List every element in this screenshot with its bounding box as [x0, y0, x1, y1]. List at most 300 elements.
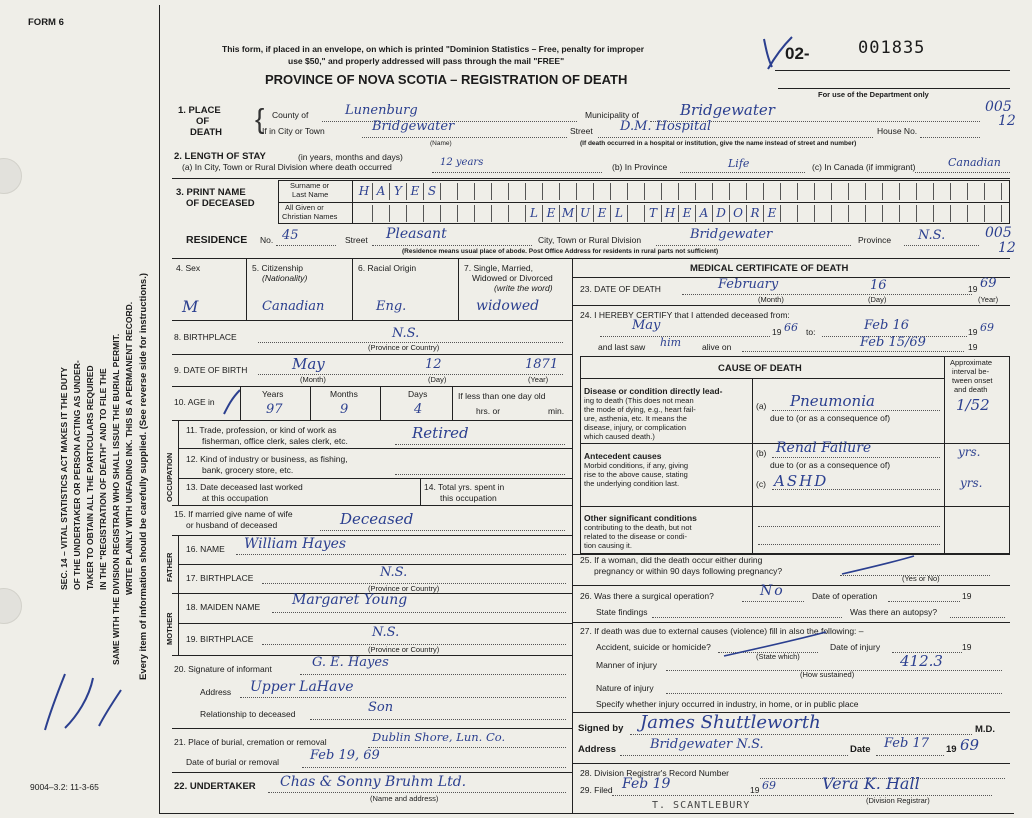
cause-a-line [772, 410, 940, 411]
given-letter-cell: E [594, 205, 611, 222]
q21-line-2 [302, 767, 566, 768]
injury-code-value: 412.3 [900, 652, 943, 670]
filed-year-prefix: 19 [750, 785, 760, 795]
dob-year-value: 1871 [525, 357, 559, 372]
signed-by-label: Signed by [578, 723, 624, 734]
place-of-death-label-2: OF [196, 116, 210, 127]
given-letter-cell: U [577, 205, 594, 222]
sep-father-mid [178, 564, 572, 565]
given-letter-cell [407, 205, 424, 222]
given-letter-cell: O [730, 205, 747, 222]
surname-letter-cell [679, 183, 696, 200]
other-label-4: tion causing it. [584, 541, 632, 550]
q12-line [395, 474, 565, 475]
approx-2: interval be- [952, 367, 990, 376]
residence-street-line [372, 245, 532, 246]
stamp-name: T. SCANTLEBURY [652, 800, 751, 811]
cause-label-divider [752, 378, 753, 554]
surname-letter-cell [441, 183, 458, 200]
burial-place-value: Dublin Shore, Lun. Co. [372, 730, 506, 744]
q20-line [300, 674, 566, 675]
mother-birthplace-value: N.S. [372, 625, 400, 640]
house-no-label: House No. [877, 126, 918, 136]
attended-to-label: to: [806, 327, 816, 337]
death-month-caption: (Month) [758, 295, 784, 304]
dob-month-caption: (Month) [300, 375, 326, 384]
form-left-border [159, 5, 160, 813]
other-label-2: contributing to the death, but not [584, 523, 692, 532]
given-letter-cell [849, 205, 866, 222]
given-letter-cell: E [679, 205, 696, 222]
surname-letter-cell [475, 183, 492, 200]
death-day-value: 16 [870, 278, 887, 293]
filed-year-value: 69 [762, 779, 776, 792]
dob-day-value: 12 [425, 357, 442, 372]
q22-label: 22. UNDERTAKER [174, 781, 256, 792]
attended-from-value: May [632, 318, 661, 333]
city-name-caption: (Name) [430, 140, 452, 147]
q29-label: 29. Filed [580, 785, 613, 795]
surname-letter-cell [713, 183, 730, 200]
date-of-operation-line [888, 601, 960, 602]
autopsy-label: Was there an autopsy? [850, 607, 938, 617]
length-of-stay-note: (in years, months and days) [298, 152, 403, 162]
hrs-label: hrs. or [476, 406, 501, 416]
medical-cert-title: MEDICAL CERTIFICATE OF DEATH [690, 263, 849, 274]
last-saw-date-value: Feb 15/69 [860, 335, 926, 350]
death-month-value: February [718, 277, 779, 292]
given-letter-cell: E [764, 205, 781, 222]
city-line [362, 137, 567, 138]
given-letter-cell [917, 205, 934, 222]
other-line-2 [758, 544, 940, 545]
surname-letter-cell [594, 183, 611, 200]
min-label: min. [548, 406, 565, 416]
surname-label-2: Last Name [292, 190, 329, 199]
surname-letter-cell [968, 183, 985, 200]
age-years-value: 97 [266, 402, 283, 417]
given-letter-cell [832, 205, 849, 222]
age-divider-1 [240, 386, 241, 420]
given-letter-cell: M [560, 205, 577, 222]
surname-letter-cell [832, 183, 849, 200]
q18-label: 18. MAIDEN NAME [186, 602, 261, 612]
initials-scribble [35, 668, 125, 738]
surname-letter-cell [883, 183, 900, 200]
how-sustained-caption: (How sustained) [800, 670, 855, 679]
municipality-label: Municipality of [585, 110, 639, 120]
state-which-caption: (State which) [756, 652, 800, 661]
city-label: If in City or Town [262, 126, 325, 136]
attended-to-prefix: 19 [968, 327, 978, 337]
spouse-value: Deceased [340, 510, 414, 528]
age-months-value: 9 [340, 402, 349, 417]
q15-label-2: or husband of deceased [186, 520, 278, 530]
stay-c-label: (c) In Canada (if immigrant) [812, 162, 916, 172]
surname-letter-cell [526, 183, 543, 200]
residence-province-line [904, 245, 979, 246]
q24-line-from [600, 336, 770, 337]
filed-value: Feb 19 [622, 776, 671, 792]
q25-label-2: pregnancy or within 90 days following pregnancy? [594, 566, 783, 576]
sep-q20 [172, 728, 572, 729]
interval-b-value: yrs. [958, 445, 981, 459]
date-of-injury-label: Date of injury [830, 642, 881, 652]
city-value: Bridgewater [372, 119, 455, 134]
code-res-b: 12 [998, 240, 1016, 256]
stay-a-value: 12 years [440, 157, 484, 168]
surname-letter-cell [645, 183, 662, 200]
due-to-1: due to (or as a consequence of) [770, 413, 891, 423]
hospital-note: (If death occurred in a hospital or institution, give the name instead of street and number) [580, 140, 857, 147]
side-instruction-1: SEC. 14 – VITAL STATISTICS ACT MAKES IT THE DUTY [59, 367, 69, 590]
injury-year-prefix: 19 [962, 642, 972, 652]
cause-b-value: Renal Failure [776, 440, 872, 456]
given-letter-cell [900, 205, 917, 222]
street-line [598, 137, 873, 138]
other-label-3: related to the disease or condi- [584, 532, 687, 541]
place-of-death-label-3: DEATH [190, 127, 223, 138]
signed-by-line [630, 734, 972, 735]
given-letter-cell [985, 205, 1002, 222]
residence-note: (Residence means usual place of abode. Post Office Address for residents in rural parts not sufficient) [402, 248, 719, 255]
undertaker-caption: (Name and address) [370, 794, 439, 803]
cause-a-value: Pneumonia [790, 392, 875, 410]
surname-letter-cell [866, 183, 883, 200]
sep-birthplace [172, 354, 572, 355]
age-days-value: 4 [414, 402, 423, 417]
accident-label: Accident, suicide or homicide? [596, 642, 711, 652]
sep-row4 [172, 320, 572, 321]
autopsy-line [950, 617, 1005, 618]
q29-line [612, 795, 992, 796]
q26-label: 26. Was there a surgical operation? [580, 591, 714, 601]
last-saw-label-2: alive on [702, 342, 732, 352]
racial-origin-value: Eng. [376, 299, 407, 314]
antecedent-label-2: Morbid conditions, if any, giving [584, 461, 689, 470]
last-saw-line [742, 351, 964, 352]
q13-label-2: at this occupation [202, 493, 269, 503]
given-letter-cell [509, 205, 526, 222]
sep-age [172, 420, 572, 421]
residence-no-value: 45 [282, 228, 299, 243]
disease-label-6: which caused death.) [584, 432, 655, 441]
q23-label: 23. DATE OF DEATH [580, 284, 661, 294]
sex-divider [246, 258, 247, 320]
q21-label-2: Date of burial or removal [186, 757, 280, 767]
occupation-label: OCCUPATION [165, 452, 174, 502]
mother-label: MOTHER [165, 612, 174, 645]
racial-origin-label: 6. Racial Origin [358, 263, 417, 273]
interval-c-value: yrs. [960, 476, 983, 490]
due-to-2: due to (or as a consequence of) [770, 460, 891, 470]
death-year-prefix: 19 [968, 284, 978, 294]
sign-date-value: Feb 17 [884, 736, 929, 751]
nationality-label: (Nationality) [262, 273, 308, 283]
signer-address-value: Bridgewater N.S. [650, 737, 764, 752]
print-name-label-1: 3. PRINT NAME [176, 187, 246, 198]
death-year-value: 69 [980, 276, 997, 291]
burial-date-value: Feb 19, 69 [310, 748, 380, 763]
surname-letter-cell [798, 183, 815, 200]
surgical-value: No [760, 583, 785, 599]
sep-q26 [572, 622, 1010, 623]
given-letter-cell [883, 205, 900, 222]
surname-letter-cell [662, 183, 679, 200]
occupation-side-border [178, 420, 179, 505]
sign-date-label: Date [850, 744, 871, 755]
given-letter-cell [815, 205, 832, 222]
citizenship-value: Canadian [262, 299, 325, 314]
mother-maiden-value: Margaret Young [292, 592, 408, 608]
surname-letter-cell [900, 183, 917, 200]
stay-a-label: (a) In City, Town or Rural Division where death occurred [182, 162, 392, 172]
surname-letter-cell [696, 183, 713, 200]
sep-med-title [572, 277, 1010, 278]
residence-street-label: Street [345, 235, 368, 245]
surname-letter-cell [934, 183, 951, 200]
reg-check-mark [758, 33, 798, 73]
disease-label-4: ure, asthenia, etc. It means the [584, 414, 687, 423]
other-label-1: Other significant conditions [584, 513, 697, 523]
q26-line [742, 601, 804, 602]
q16-label: 16. NAME [186, 544, 225, 554]
given-letter-cell: D [713, 205, 730, 222]
brace-1: { [255, 103, 265, 134]
municipality-value: Bridgewater [680, 101, 775, 119]
dob-month-value: May [292, 355, 325, 373]
age-divider-3 [380, 386, 381, 420]
father-birthplace-value: N.S. [380, 565, 408, 580]
q15-label-1: 15. If married give name of wife [174, 509, 293, 519]
given-letter-cell: L [526, 205, 543, 222]
relationship-line [310, 719, 566, 720]
sep-occupation [172, 505, 572, 506]
disease-label-5: disease, injury, or complication [584, 423, 686, 432]
dob-year-caption: (Year) [528, 375, 549, 384]
antecedent-label-1: Antecedent causes [584, 451, 662, 461]
surname-letter-row [356, 183, 1008, 200]
residence-province-value: N.S. [918, 228, 946, 243]
print-code: 9004–3.2: 11-3-65 [30, 782, 99, 792]
father-birthplace-caption: (Province or Country) [368, 584, 440, 593]
q25-dash-mark [838, 554, 918, 576]
side-instruction-6: WRITE PLAINLY WITH UNFADING INK. THIS IS A PERMANENT RECORD. [124, 301, 134, 595]
sign-year-prefix: 19 [946, 744, 957, 755]
surname-letter-cell [628, 183, 645, 200]
given-letter-cell: H [662, 205, 679, 222]
sep-signed [572, 763, 1010, 764]
given-letter-cell [968, 205, 985, 222]
side-instruction-4: IN THE "REGISTRATION OF DEATH" AND TO FILE THE [98, 368, 108, 590]
q14-label-1: 14. Total yrs. spent in [424, 482, 505, 492]
attended-from-prefix: 19 [772, 327, 782, 337]
residence-city-line [656, 245, 851, 246]
given-letter-cell [492, 205, 509, 222]
given-label-1: All Given or [285, 203, 324, 212]
surname-letter-cell: Y [390, 183, 407, 200]
surname-letter-cell [577, 183, 594, 200]
stay-c-line [915, 172, 1010, 173]
approx-3: tween onset [952, 376, 993, 385]
given-letter-cell: L [611, 205, 628, 222]
nature-line [666, 693, 1002, 694]
stay-a-line [432, 172, 602, 173]
cause-c-marker: (c) [756, 479, 766, 489]
county-label: County of [272, 110, 309, 120]
q15-line [320, 530, 565, 531]
surname-letter-cell [815, 183, 832, 200]
father-label: FATHER [165, 552, 174, 582]
surname-letter-cell: E [407, 183, 424, 200]
age-days-label: Days [408, 389, 428, 399]
sign-date-line [876, 755, 944, 756]
informant-address-label: Address [200, 687, 232, 697]
sep-q21 [172, 772, 572, 773]
q27-label: 27. If death was due to external causes (violence) fill in also the following: – [580, 626, 864, 636]
sep-q11 [178, 448, 572, 449]
registration-number: 001835 [858, 38, 926, 58]
q21-line-1 [368, 747, 566, 748]
q28-label: 28. Division Registrar's Record Number [580, 768, 730, 778]
given-letter-cell: T [645, 205, 662, 222]
attended-to-year: 69 [980, 321, 994, 334]
occupation-value: Retired [412, 424, 469, 442]
attended-to-value: Feb 16 [864, 318, 909, 333]
less-than-day-label: If less than one day old [458, 391, 546, 401]
sep-q12 [178, 478, 572, 479]
age-divider-2 [310, 386, 311, 420]
given-letter-cell: A [696, 205, 713, 222]
surname-letter-cell: H [356, 183, 373, 200]
q16-line [236, 554, 566, 555]
registrar-value: Vera K. Hall [822, 774, 920, 793]
q12-label-1: 12. Kind of industry or business, as fishing, [186, 454, 348, 464]
sex-label: 4. Sex [176, 263, 201, 273]
punch-hole-top [0, 158, 22, 194]
nature-label: Nature of injury [596, 683, 654, 693]
given-letter-cell [475, 205, 492, 222]
residence-street-value: Pleasant [386, 226, 447, 242]
racial-divider [458, 258, 459, 320]
code-top-b: 12 [998, 113, 1016, 129]
q25-label-1: 25. If a woman, did the death occur either during [580, 555, 763, 565]
surname-letter-cell [764, 183, 781, 200]
q21-label-1: 21. Place of burial, cremation or removal [174, 737, 327, 747]
signed-by-value: James Shuttleworth [640, 712, 821, 733]
death-year-caption: (Year) [978, 295, 999, 304]
surname-letter-cell [985, 183, 1002, 200]
street-value: D.M. Hospital [620, 119, 712, 134]
birthplace-label: 8. BIRTHPLACE [174, 332, 237, 342]
notice-line-2: use $50," and properly addressed will pass through the mail "FREE" [288, 56, 565, 66]
surname-letter-cell [849, 183, 866, 200]
given-letter-row [356, 205, 1008, 222]
relationship-value: Son [368, 700, 394, 715]
disease-label-1: Disease or condition directly lead- [584, 386, 723, 396]
citizenship-divider [352, 258, 353, 320]
form-number: FORM 6 [28, 17, 64, 28]
name-grid-mid [278, 202, 1010, 203]
sep-q25 [572, 585, 1010, 586]
form-bottom-border [159, 813, 1014, 814]
surname-letter-cell [747, 183, 764, 200]
given-letter-cell [798, 205, 815, 222]
division-registrar-caption: (Division Registrar) [866, 796, 930, 805]
marital-label-2: Widowed or Divorced [472, 273, 553, 283]
signer-address-line [620, 755, 848, 756]
approx-4: and death [954, 385, 988, 394]
given-letter-cell [424, 205, 441, 222]
cause-interval-divider [944, 356, 945, 554]
disease-label-2: ing to death (This does not mean [584, 396, 694, 405]
father-name-value: William Hayes [244, 536, 347, 552]
stay-b-label: (b) In Province [612, 162, 668, 172]
surname-letter-cell [951, 183, 968, 200]
age-years-label: Years [262, 389, 284, 399]
birthplace-caption: (Province or Country) [368, 343, 440, 352]
residence-label: RESIDENCE [186, 234, 248, 246]
side-instruction-2: OF THE UNDERTAKER OR PERSON ACTING AS UNDER- [72, 360, 82, 590]
given-letter-cell [390, 205, 407, 222]
state-findings-line [652, 617, 842, 618]
surname-letter-cell [917, 183, 934, 200]
side-instruction-5: SAME WITH THE DIVISION REGISTRAR WHO SHALL ISSUE THE BURIAL PERMIT. [111, 333, 121, 665]
cause-a-marker: (a) [756, 401, 767, 411]
q11-line [395, 444, 565, 445]
dept-use-caption: For use of the Department only [818, 90, 929, 99]
antecedent-label-3: rise to the above cause, stating [584, 470, 688, 479]
q13-label-1: 13. Date deceased last worked [186, 482, 303, 492]
specify-label: Specify whether injury occurred in industry, in home, or in public place [596, 699, 859, 709]
citizenship-label: 5. Citizenship [252, 263, 304, 273]
operation-year-prefix: 19 [962, 591, 972, 601]
disease-label-3: the mode of dying, e.g., heart fail- [584, 405, 696, 414]
given-letter-cell [441, 205, 458, 222]
side-instruction-7: Every item of information should be carefully supplied. (See reverse side for instructions.) [138, 272, 149, 680]
stay-b-value: Life [728, 157, 750, 170]
q13-q14-divider [420, 478, 421, 505]
cause-of-death-title: CAUSE OF DEATH [718, 363, 802, 374]
death-day-caption: (Day) [868, 295, 887, 304]
dob-label: 9. DATE OF BIRTH [174, 365, 248, 375]
dob-day-caption: (Day) [428, 375, 447, 384]
birthplace-value: N.S. [392, 326, 420, 341]
sign-year-value: 69 [960, 736, 980, 754]
sep-q15 [172, 535, 572, 536]
q11-label-2: fisherman, office clerk, sales clerk, etc. [202, 436, 348, 446]
yes-or-no-caption: (Yes or No) [902, 574, 940, 583]
age-months-label: Months [330, 389, 358, 399]
dept-use-line [778, 88, 1010, 89]
residence-province-label: Province [858, 235, 892, 245]
left-col-right-border [572, 258, 573, 813]
sep-q23 [572, 305, 1010, 306]
sep-dob [172, 386, 572, 387]
surname-letter-cell [543, 183, 560, 200]
marital-label-3: (write the word) [494, 283, 553, 293]
length-of-stay-label: 2. LENGTH OF STAY [174, 151, 266, 162]
print-name-label-2: OF DECEASED [186, 198, 255, 209]
cause-b-marker: (b) [756, 448, 767, 458]
q11-label-1: 11. Trade, profession, or kind of work as [186, 425, 337, 435]
manner-label: Manner of injury [596, 660, 657, 670]
surname-letter-cell [781, 183, 798, 200]
residence-city-value: Bridgewater [690, 227, 773, 242]
given-letter-cell [628, 205, 645, 222]
stay-b-line [680, 172, 805, 173]
given-letter-cell [458, 205, 475, 222]
